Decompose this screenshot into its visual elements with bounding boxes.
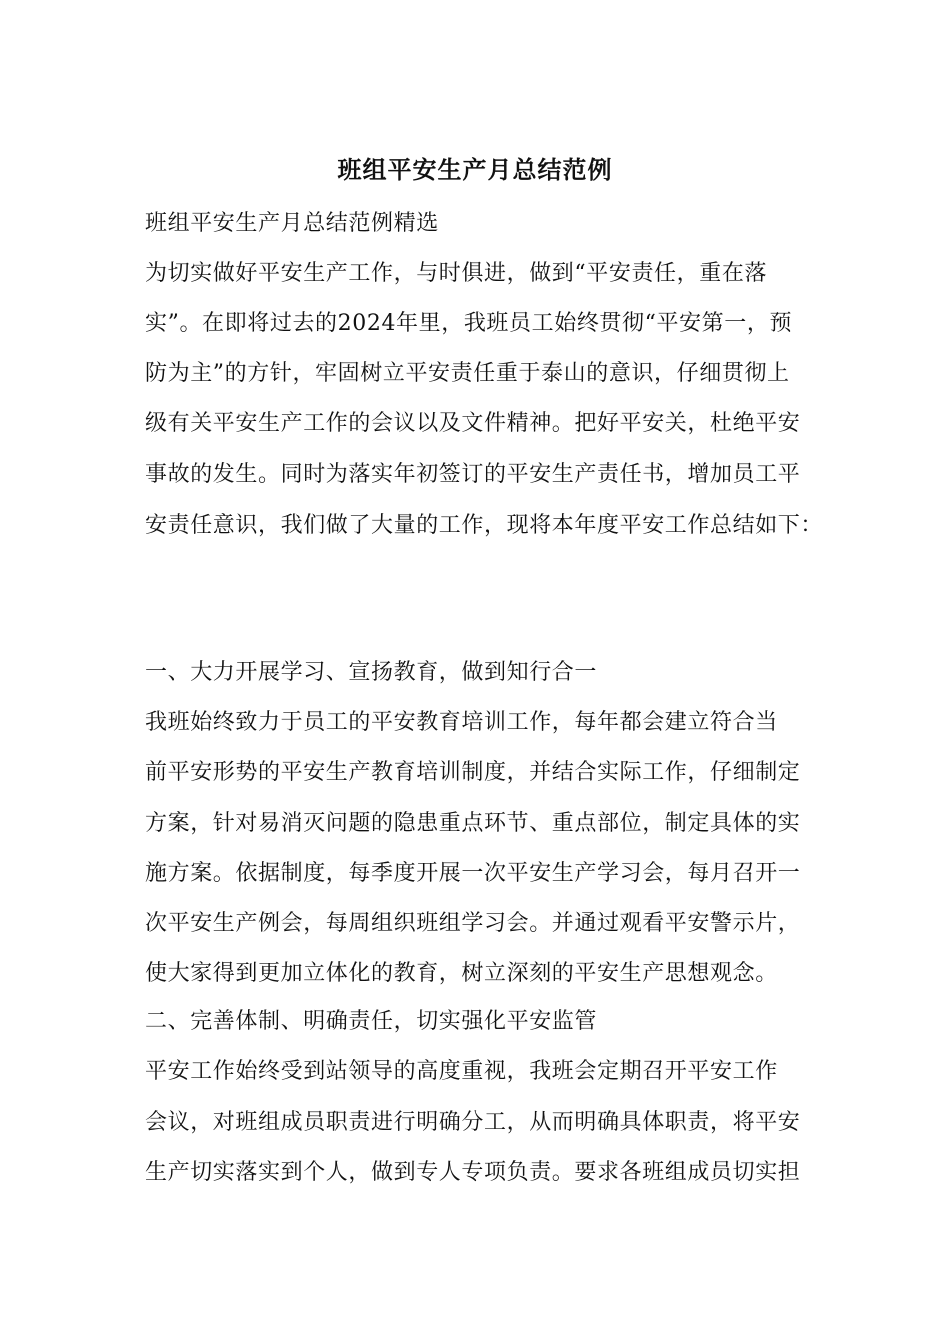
paragraph-line: 生产切实落实到个人，做到专人专项负责。要求各班组成员切实担: [145, 1160, 801, 1185]
document-title: 班组平安生产月总结范例: [337, 155, 613, 184]
subtitle-line: 班组平安生产月总结范例精选: [145, 211, 439, 236]
section-heading: 一、大力开展学习、宣扬教育，做到知行合一: [145, 660, 598, 685]
paragraph-line: 为切实做好平安生产工作，与时俱进，做到“平安责任，重在落: [145, 261, 768, 286]
paragraph-line: 事故的发生。同时为落实年初签订的平安生产责任书，增加员工平: [145, 462, 801, 487]
paragraph-line: 平安工作始终受到站领导的高度重视，我班会定期召开平安工作: [145, 1059, 778, 1084]
paragraph-line: 实”。在即将过去的2024年里，我班员工始终贯彻“平安第一，预: [145, 311, 793, 336]
paragraph-line: 施方案。依据制度，每季度开展一次平安生产学习会，每月召开一: [145, 861, 801, 886]
paragraph-line: 次平安生产例会，每周组织班组学习会。并通过观看平安警示片，: [145, 911, 801, 936]
paragraph-line: 使大家得到更加立体化的教育，树立深刻的平安生产思想观念。: [145, 961, 778, 986]
paragraph-line: 防为主”的方针，牢固树立平安责任重于泰山的意识，仔细贯彻上: [145, 361, 790, 386]
paragraph-line: 我班始终致力于员工的平安教育培训工作，每年都会建立符合当: [145, 710, 778, 735]
section-heading: 二、完善体制、明确责任，切实强化平安监管: [145, 1009, 598, 1034]
paragraph-line: 方案，针对易消灭问题的隐患重点环节、重点部位，制定具体的实: [145, 811, 801, 836]
paragraph-line: 级有关平安生产工作的会议以及文件精神。把好平安关，杜绝平安: [145, 411, 801, 436]
paragraph-line: 安责任意识，我们做了大量的工作，现将本年度平安工作总结如下：: [145, 513, 824, 538]
paragraph-line: 会议，对班组成员职责进行明确分工，从而明确具体职责，将平安: [145, 1110, 801, 1135]
paragraph-line: 前平安形势的平安生产教育培训制度，并结合实际工作，仔细制定: [145, 760, 801, 785]
